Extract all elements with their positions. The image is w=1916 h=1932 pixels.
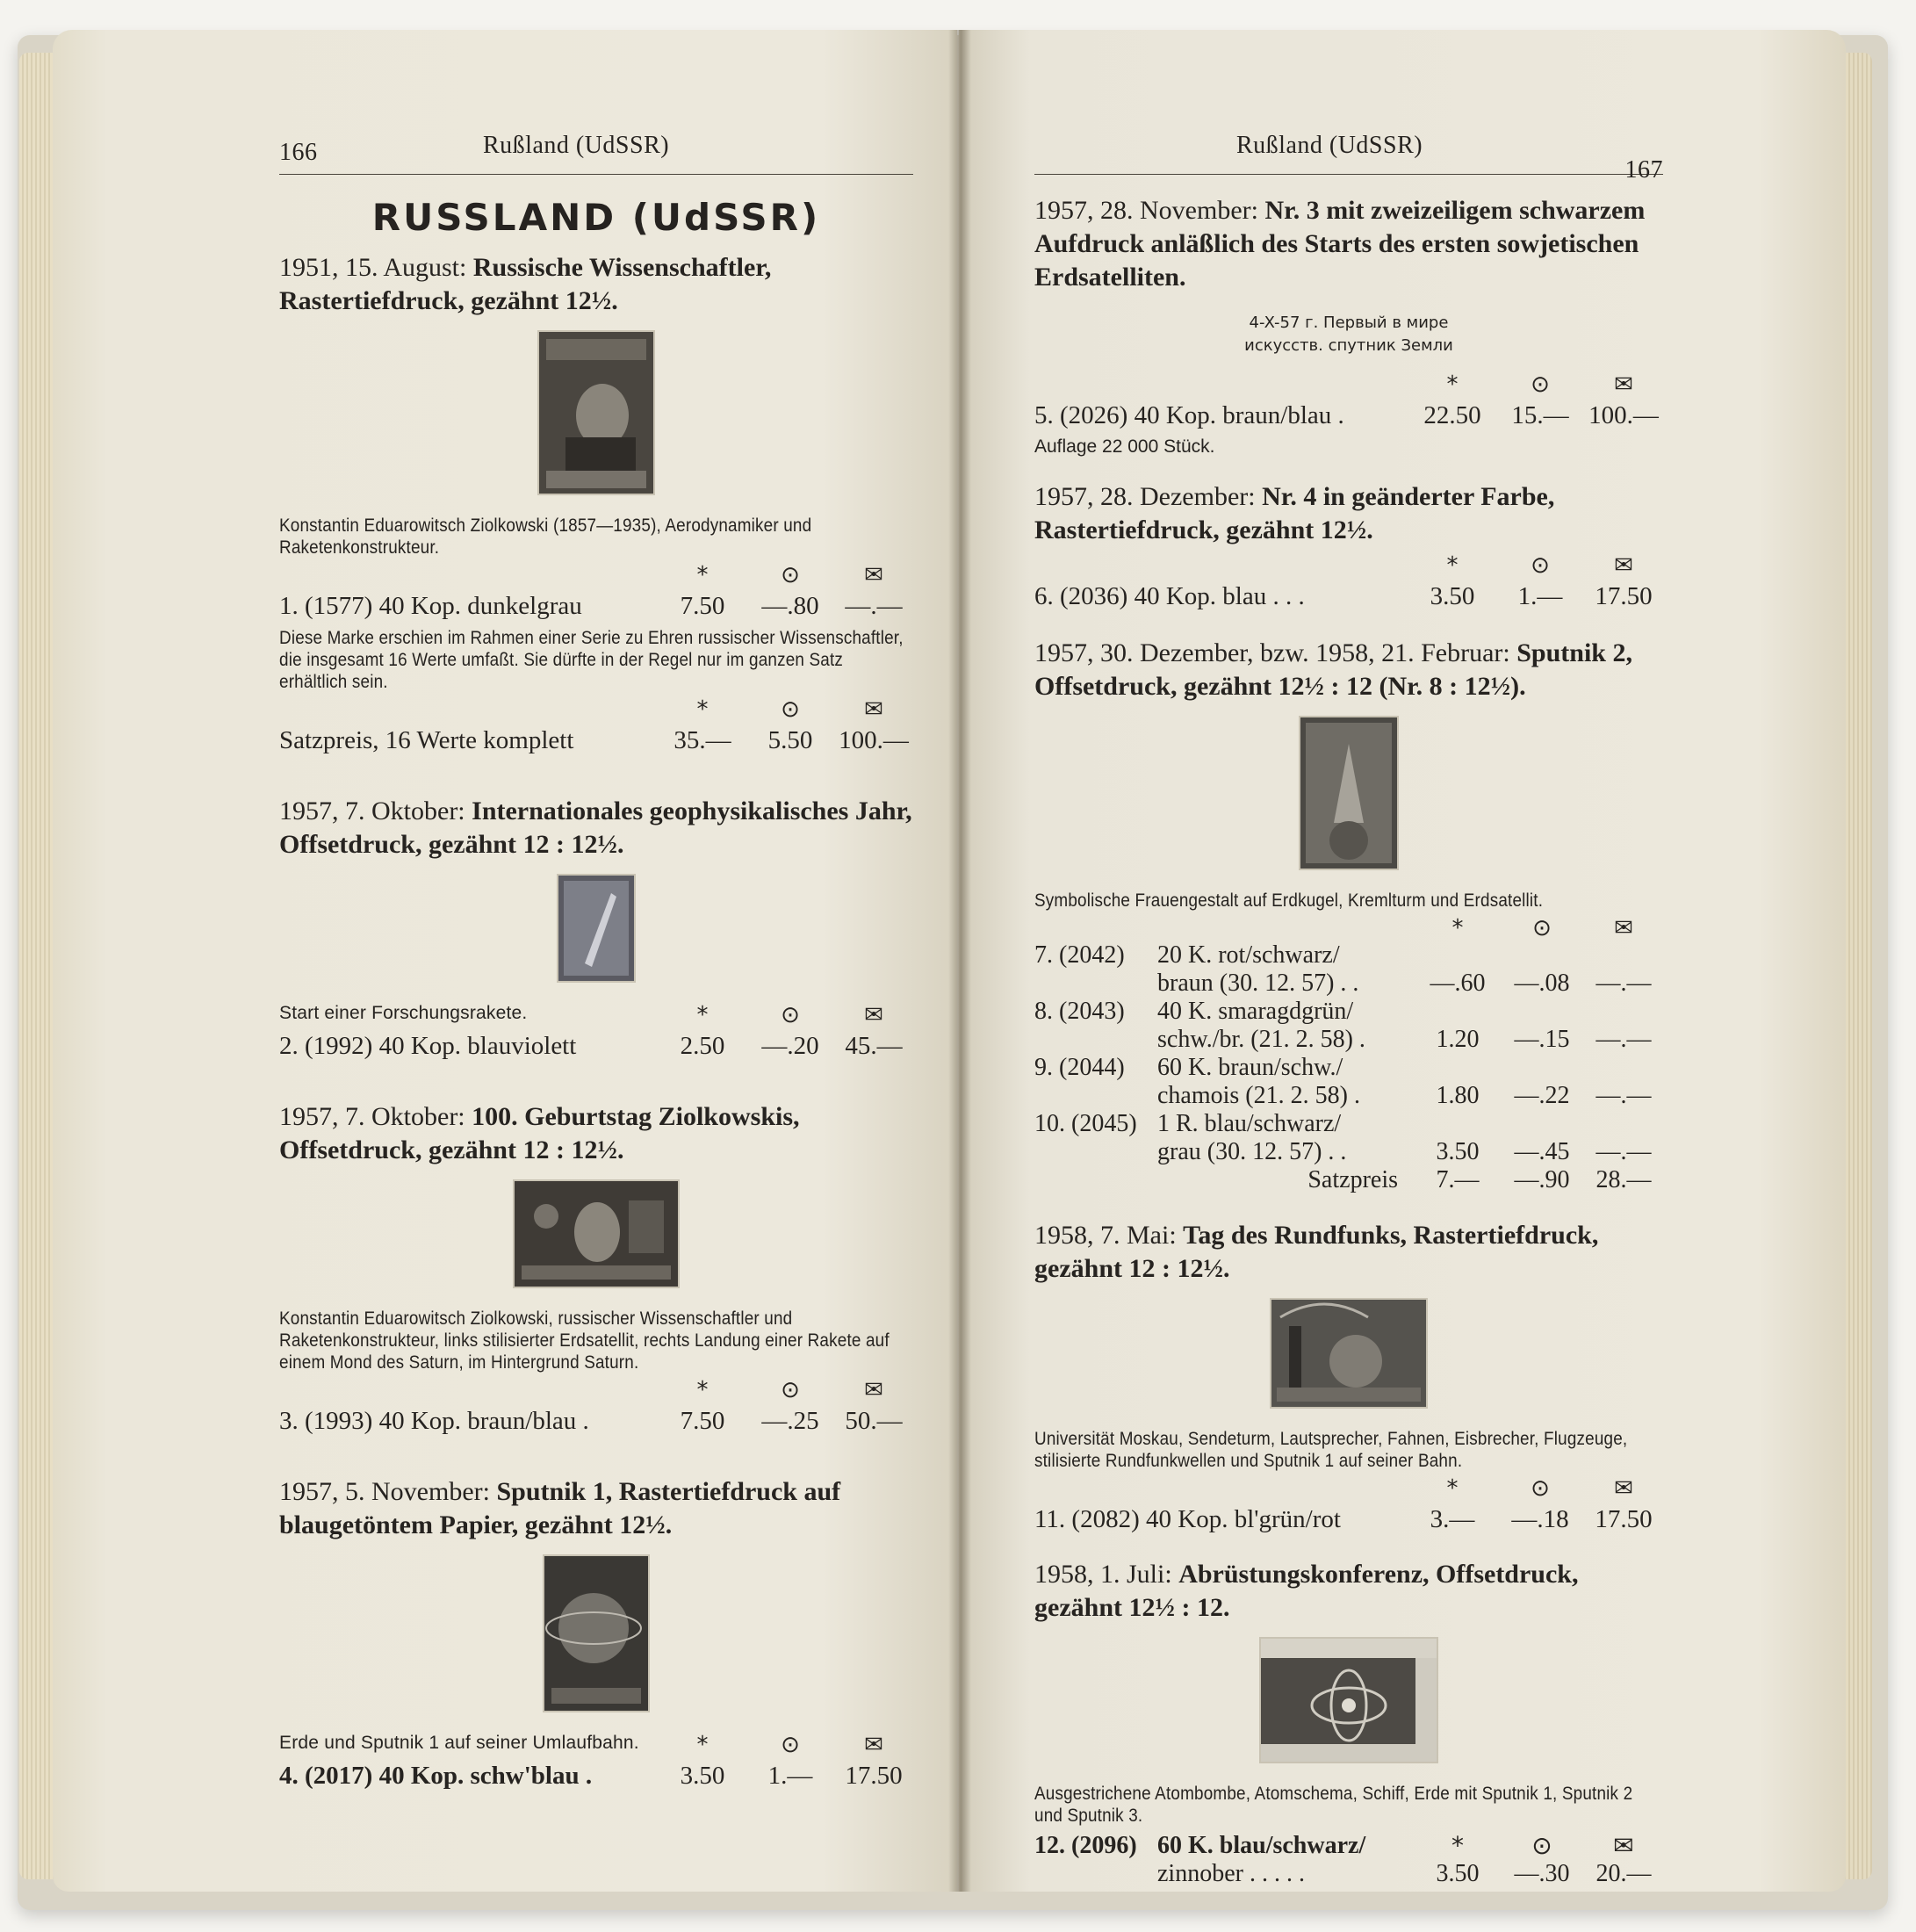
issue-title: Sputnik 1, Rastertiefdruck auf blaugetöntem Papier, gezähnt 12½.	[279, 1477, 841, 1539]
issue-date: 1957, 28. November:	[1034, 196, 1258, 225]
catalog-number: 11. (2082)	[1034, 1505, 1140, 1533]
mint-symbol: *	[1446, 1475, 1459, 1502]
issue-heading	[279, 795, 913, 861]
used-symbol: ⊙	[1532, 915, 1552, 941]
used-symbol: ⊙	[1531, 371, 1550, 398]
running-head-right	[1034, 132, 1663, 184]
issue-heading	[1034, 194, 1663, 294]
price-used: 1.—	[1517, 582, 1563, 610]
catalog-row-cont	[1034, 970, 1663, 998]
catalog-row	[279, 1030, 913, 1062]
stamp-description: 20 K. rot/schwarz/	[1157, 941, 1340, 969]
price-symbols-row	[279, 1002, 913, 1028]
catalog-row	[1034, 1110, 1663, 1138]
catalog-number: 5. (2026)	[1034, 401, 1128, 429]
stamp-note: Diese Marke erschien im Rahmen einer Serie zu Ehren russischer Wissenschaftler, die insgesamt 16 Werte umfaßt. Sie dürfte in der Regel nur im ganzen Satz erhältlich sein.	[279, 628, 904, 692]
price-symbols-row	[279, 562, 913, 588]
price-mint: 1.20	[1436, 1026, 1480, 1053]
price-cover: —.—	[1595, 1138, 1652, 1165]
catalog-number: 2. (1992)	[279, 1032, 373, 1060]
issue-date: 1957, 30. Dezember, bzw. 1958, 21. Februar:	[1034, 638, 1510, 667]
stamp-description: 60 K. blau/schwarz/	[1157, 1832, 1366, 1859]
catalog-number: 6. (2036)	[1034, 582, 1128, 610]
price-symbols-row	[1034, 371, 1663, 398]
issue-date: 1957, 7. Oktober:	[279, 797, 465, 825]
catalog-row-cont	[1034, 1860, 1663, 1888]
issue-heading	[279, 1475, 913, 1542]
used-symbol: ⊙	[781, 1002, 800, 1028]
used-symbol: ⊙	[781, 1377, 800, 1403]
cover-symbol: ✉	[864, 562, 883, 588]
stamp-caption: Start einer Forschungsrakete.	[279, 1003, 528, 1023]
mint-symbol: *	[696, 1732, 709, 1758]
overprint-line: 4-X-57 г. Первый в мире	[1249, 314, 1449, 332]
cover-symbol: ✉	[864, 1002, 883, 1028]
stamp-description: zinnober . . . . .	[1157, 1860, 1305, 1887]
used-symbol: ⊙	[1531, 1831, 1552, 1860]
stamp-image-ziolkowski-portrait	[537, 330, 655, 495]
mint-symbol: *	[696, 1002, 709, 1028]
stamp-description: schw./br. (21. 2. 58) .	[1157, 1026, 1365, 1053]
cover-symbol: ✉	[1614, 1475, 1633, 1502]
catalog-row	[1034, 580, 1663, 612]
stamp-description: 40 Kop. braun/blau .	[1134, 401, 1344, 429]
issue-title: Russische Wissenschaftler, Rastertiefdruck, gezähnt 12½.	[279, 253, 772, 315]
mint-symbol: *	[1451, 1831, 1464, 1860]
overprint-line: искусств. спутник Земли	[1244, 336, 1453, 355]
catalog-number: 7. (2042)	[1034, 941, 1125, 969]
stamp-description: 1 R. blau/schwarz/	[1157, 1110, 1342, 1137]
price-symbols-row	[1034, 1475, 1663, 1502]
issue-heading	[1034, 1558, 1663, 1625]
stamp-image-sputnik-2-figure	[1299, 716, 1399, 870]
stamp-description: 60 K. braun/schw./	[1157, 1054, 1343, 1081]
price-mint: 7.50	[680, 1407, 725, 1435]
stamp-description: 40 Kop. dunkelgrau	[378, 592, 582, 620]
stamp-description: 40 Kop. blau . . .	[1134, 582, 1305, 610]
price-used: —.22	[1514, 1082, 1570, 1109]
running-title-right: Rußland (UdSSR)	[1236, 132, 1423, 159]
issue-date: 1958, 7. Mai:	[1034, 1221, 1177, 1250]
price-cover: 17.50	[1595, 1505, 1653, 1533]
used-symbol: ⊙	[781, 562, 800, 588]
stamp-caption: Symbolische Frauengestalt auf Erdkugel, Kremlturm und Erdsatellit.	[1034, 890, 1544, 911]
issue-title: Tag des Rundfunks, Rastertiefdruck, gezähnt 12 : 12½.	[1034, 1221, 1599, 1283]
catalog-number: 8. (2043)	[1034, 998, 1125, 1025]
stamp-description: grau (30. 12. 57) . .	[1157, 1138, 1347, 1165]
set-price-row	[1034, 1166, 1663, 1194]
mint-symbol: *	[696, 562, 709, 588]
stamp-image-ziolkowski-anniversary	[513, 1179, 680, 1288]
price-cover: 50.—	[845, 1407, 903, 1435]
cover-symbol: ✉	[864, 1732, 883, 1758]
catalog-row	[279, 590, 913, 622]
catalog-number: 9. (2044)	[1034, 1054, 1125, 1081]
issue-heading	[279, 251, 913, 318]
stamp-caption: Ausgestrichene Atombombe, Atomschema, Schiff, Erde mit Sputnik 1, Sputnik 2 und Sputnik 3.	[1034, 1784, 1633, 1826]
price-mint: —.60	[1430, 970, 1486, 997]
cover-symbol: ✉	[864, 696, 883, 723]
price-used: —.18	[1511, 1505, 1569, 1533]
issue-date: 1958, 1. Juli:	[1034, 1560, 1172, 1589]
price-used: —.08	[1514, 970, 1570, 997]
issue-title: 100. Geburtstag Ziolkowskis, Offsetdruck, gezähnt 12 : 12½.	[279, 1102, 800, 1164]
stamp-image-rocket-launch	[557, 874, 636, 983]
cover-symbol: ✉	[864, 1377, 883, 1403]
price-mint: 3.50	[1436, 1860, 1480, 1887]
issue-date: 1957, 7. Oktober:	[279, 1102, 465, 1131]
catalog-number: 3. (1993)	[279, 1407, 373, 1435]
stamp-description: chamois (21. 2. 58) .	[1157, 1082, 1360, 1109]
issue-title: Abrüstungskonferenz, Offsetdruck, gezähnt 12½ : 12.	[1034, 1560, 1579, 1622]
cover-symbol: ✉	[1614, 371, 1633, 398]
print-run-note: Auflage 22 000 Stück.	[1034, 436, 1215, 457]
catalog-row	[279, 1760, 913, 1791]
catalog-row	[1034, 400, 1663, 431]
cover-symbol: ✉	[1614, 552, 1633, 579]
book-gutter	[948, 30, 971, 1892]
mint-symbol: *	[1446, 552, 1459, 579]
sputnik-2-rows	[1034, 941, 1663, 1194]
price-mint: 3.50	[1436, 1138, 1480, 1165]
stamp-description: 40 Kop. schw'blau .	[378, 1762, 593, 1790]
used-symbol: ⊙	[781, 1732, 800, 1758]
price-used: 15.—	[1511, 401, 1569, 429]
price-symbols-row	[1034, 915, 1663, 941]
set-description: Satzpreis	[1307, 1166, 1398, 1193]
stamp-description: braun (30. 12. 57) . .	[1157, 970, 1359, 997]
price-mint: 22.50	[1423, 401, 1481, 429]
price-mint: 3.50	[1430, 582, 1475, 610]
price-used: 1.—	[767, 1762, 813, 1790]
price-used: 5.50	[767, 726, 813, 754]
mint-symbol: *	[696, 696, 709, 723]
mint-symbol: *	[696, 1377, 709, 1403]
price-used: —.90	[1514, 1166, 1570, 1193]
catalog-row-cont	[1034, 1026, 1663, 1054]
left-page-content	[279, 132, 913, 1797]
catalog-number: 12. (2096)	[1034, 1832, 1137, 1859]
price-used: —.30	[1514, 1860, 1570, 1887]
price-cover: 100.—	[1588, 401, 1659, 429]
price-mint: 3.50	[680, 1762, 725, 1790]
stamp-description: 40 Kop. blauviolett	[378, 1032, 577, 1060]
mint-symbol: *	[1446, 371, 1459, 398]
price-cover: 28.—	[1595, 1166, 1652, 1193]
mint-symbol: *	[1451, 915, 1464, 941]
price-used: —.25	[761, 1407, 819, 1435]
stamp-description: 40 K. smaragdgrün/	[1157, 998, 1354, 1025]
issue-heading	[1034, 637, 1663, 703]
price-mint: 1.80	[1436, 1082, 1480, 1109]
cover-symbol: ✉	[1613, 1831, 1634, 1860]
issue-heading	[279, 1100, 913, 1167]
cover-symbol: ✉	[1614, 915, 1633, 941]
catalog-row	[1034, 998, 1663, 1026]
catalog-number: 10. (2045)	[1034, 1110, 1137, 1137]
catalog-row-cont	[1034, 1082, 1663, 1110]
stamp-description: 40 Kop. bl'grün/rot	[1146, 1505, 1341, 1533]
used-symbol: ⊙	[1531, 1475, 1550, 1502]
price-cover: —.—	[845, 592, 903, 620]
stamp-caption: Universität Moskau, Sendeturm, Lautsprecher, Fahnen, Eisbrecher, Flugzeuge, stilisierte Rundfunkwellen und Sputnik 1 auf seiner Bahn.	[1034, 1429, 1628, 1471]
price-mint: 7.—	[1436, 1166, 1480, 1193]
price-symbols-row	[279, 696, 913, 723]
catalog-row	[1034, 941, 1663, 970]
price-cover: 45.—	[845, 1032, 903, 1060]
price-mint: 7.50	[680, 592, 725, 620]
issue-date: 1957, 28. Dezember:	[1034, 482, 1256, 511]
price-cover: 20.—	[1595, 1860, 1652, 1887]
price-cover: 100.—	[839, 726, 909, 754]
price-mint: 3.—	[1430, 1505, 1475, 1533]
stamp-image-disarmament	[1259, 1637, 1438, 1763]
price-cover: —.—	[1595, 970, 1652, 997]
price-symbols-row	[279, 1377, 913, 1403]
price-mint: 2.50	[680, 1032, 725, 1060]
stamp-description: 40 Kop. braun/blau .	[378, 1407, 589, 1435]
issue-date: 1957, 5. November:	[279, 1477, 490, 1506]
country-title: RUSSLAND (UdSSR)	[371, 196, 821, 239]
price-cover: —.—	[1595, 1026, 1652, 1053]
catalog-row	[1034, 1054, 1663, 1082]
right-page-content	[1034, 132, 1663, 1888]
set-description: Satzpreis, 16 Werte komplett	[279, 726, 574, 754]
set-price-row	[279, 724, 913, 756]
catalog-row-cont	[1034, 1138, 1663, 1166]
price-cover: 17.50	[845, 1762, 903, 1790]
running-head-left	[279, 132, 913, 175]
stamp-image-sputnik-earth	[543, 1554, 650, 1712]
price-used: —.80	[761, 592, 819, 620]
stamp-caption: Erde und Sputnik 1 auf seiner Umlaufbahn.	[279, 1733, 639, 1753]
issue-title: Internationales geophysikalisches Jahr, Offsetdruck, gezähnt 12 : 12½.	[279, 797, 912, 859]
price-cover: 17.50	[1595, 582, 1653, 610]
issue-title: Sputnik 2, Offsetdruck, gezähnt 12½ : 12 (Nr. 8 : 12½).	[1034, 638, 1632, 701]
used-symbol: ⊙	[781, 696, 800, 723]
price-mint: 35.—	[673, 726, 731, 754]
issue-title: Nr. 3 mit zweizeiligem schwarzem Aufdruck anläßlich des Starts des ersten sowjetischen Erdsatelliten.	[1034, 196, 1646, 292]
issue-heading	[1034, 1219, 1663, 1286]
used-symbol: ⊙	[1531, 552, 1550, 579]
price-symbols-row	[1034, 552, 1663, 579]
stamp-caption: Konstantin Eduarowitsch Ziolkowski, russischer Wissenschaftler und Raketenkonstrukteur, links stilisierter Erdsatellit, rechts Landung einer Rakete auf einem Mond des Saturn, im Hintergrund Saturn.	[279, 1308, 890, 1373]
price-used: —.20	[761, 1032, 819, 1060]
catalog-number: 4. (2017)	[279, 1762, 373, 1790]
catalog-row	[1034, 1503, 1663, 1535]
stamp-image-radio-day	[1270, 1298, 1428, 1409]
catalog-row	[1034, 1832, 1663, 1860]
price-cover: —.—	[1595, 1082, 1652, 1109]
page-number-right: 167	[1624, 156, 1663, 184]
catalog-row	[279, 1405, 913, 1437]
running-title-left: Rußland (UdSSR)	[483, 132, 670, 159]
overprint-text	[1034, 312, 1663, 357]
issue-title: Nr. 4 in geänderter Farbe, Rastertiefdruck, gezähnt 12½.	[1034, 482, 1555, 544]
issue-date: 1951, 15. August:	[279, 253, 467, 282]
page-number-left: 166	[279, 139, 318, 166]
stamp-caption: Konstantin Eduarowitsch Ziolkowski (1857—1935), Aerodynamiker und Raketenkonstrukteur.	[279, 515, 812, 558]
catalog-number: 1. (1577)	[279, 592, 373, 620]
price-used: —.45	[1514, 1138, 1570, 1165]
price-symbols-row	[279, 1732, 913, 1758]
price-used: —.15	[1514, 1026, 1570, 1053]
issue-heading	[1034, 480, 1663, 547]
